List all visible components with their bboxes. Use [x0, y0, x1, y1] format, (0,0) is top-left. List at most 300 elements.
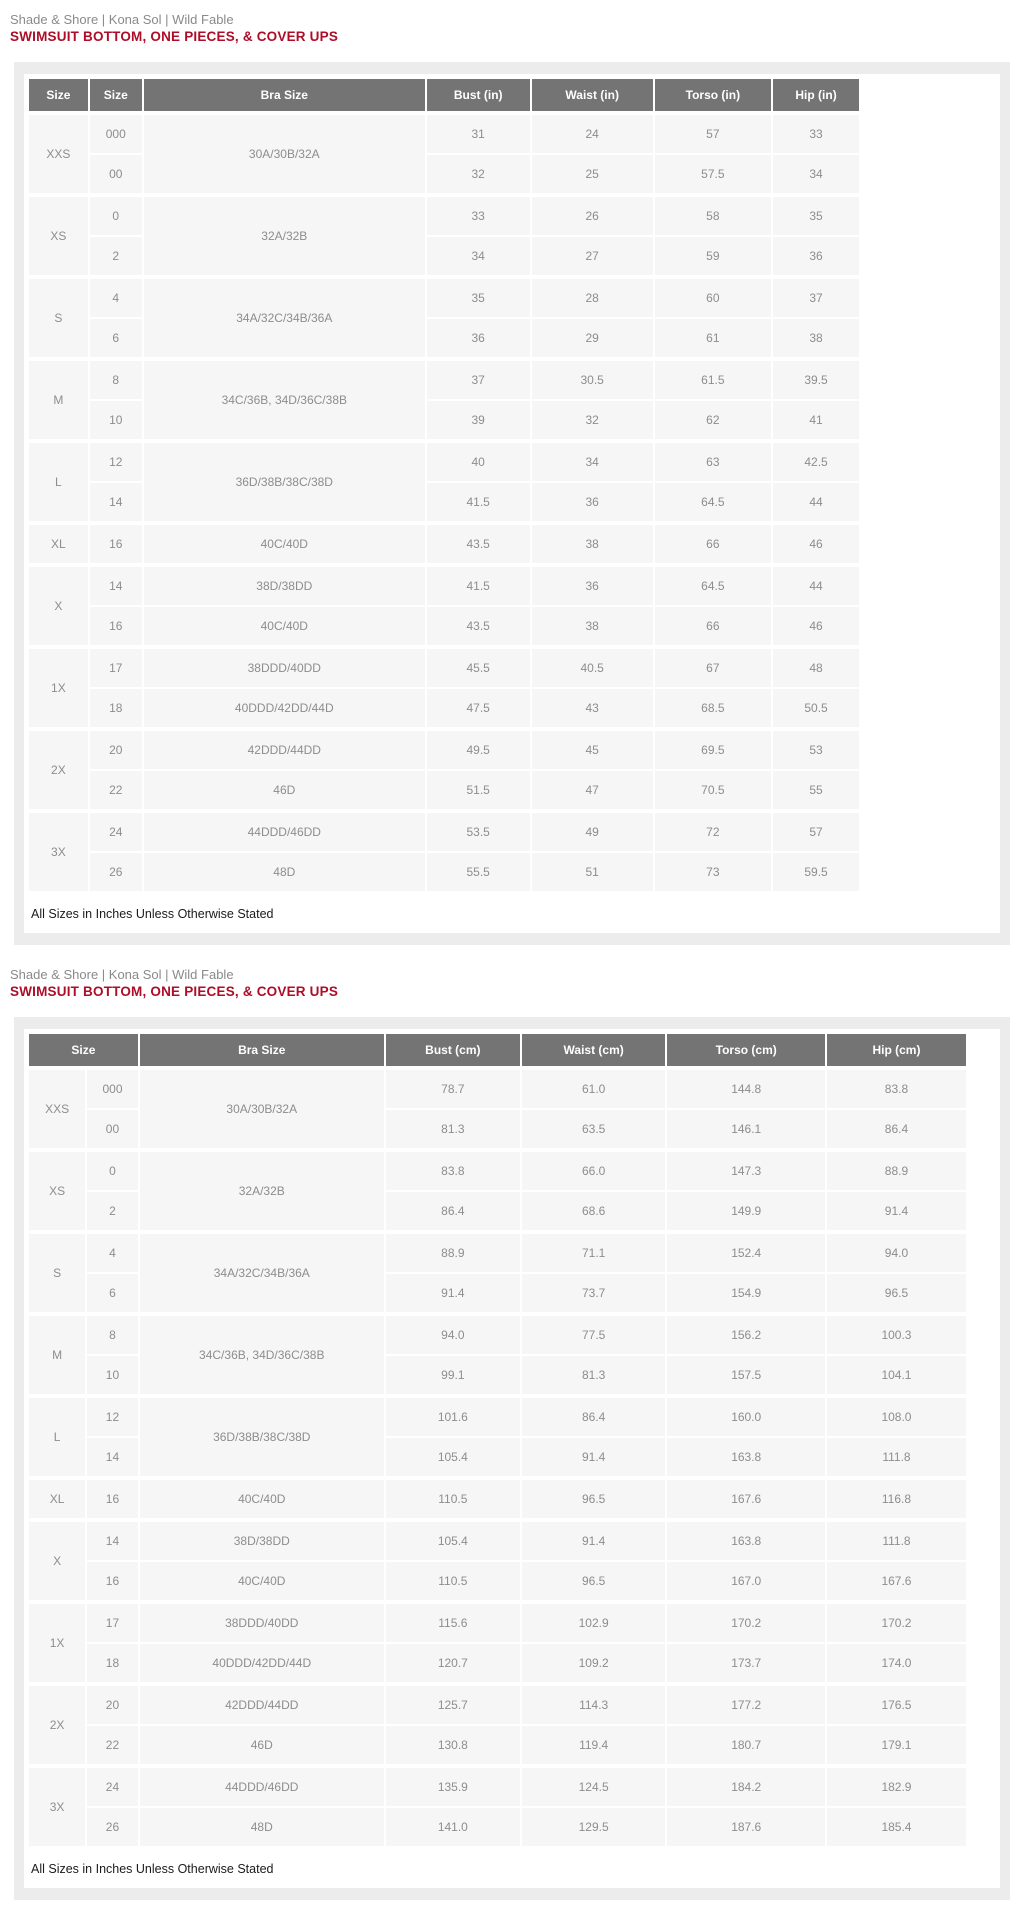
column-header: Hip (cm) [826, 1033, 967, 1068]
measurement-cell: 146.1 [666, 1109, 826, 1150]
numeric-size-cell: 2 [89, 236, 143, 277]
measurement-cell: 94.0 [385, 1314, 521, 1355]
measurement-cell: 37 [426, 359, 531, 400]
measurement-cell: 135.9 [385, 1766, 521, 1807]
measurement-cell: 44 [772, 565, 860, 606]
measurement-cell: 33 [772, 113, 860, 154]
measurement-cell: 120.7 [385, 1643, 521, 1684]
numeric-size-cell: 0 [86, 1150, 139, 1191]
measurement-cell: 73.7 [521, 1273, 667, 1314]
bra-size-cell: 46D [143, 770, 426, 811]
bra-size-cell: 40C/40D [139, 1478, 385, 1520]
footer-note: All Sizes in Inches Unless Otherwise Stated [27, 1848, 997, 1888]
numeric-size-cell: 000 [89, 113, 143, 154]
bra-size-cell: 40C/40D [143, 523, 426, 565]
table-row [28, 852, 860, 892]
measurement-cell: 115.6 [385, 1602, 521, 1643]
measurement-cell: 81.3 [521, 1355, 667, 1396]
bra-size-cell: 36D/38B/38C/38D [143, 441, 426, 523]
measurement-cell: 187.6 [666, 1807, 826, 1847]
measurement-cell: 43.5 [426, 606, 531, 647]
size-group-cell: M [28, 359, 89, 441]
measurement-cell: 88.9 [385, 1232, 521, 1273]
measurement-cell: 41 [772, 400, 860, 441]
brand-names: Shade & Shore | Kona Sol | Wild Fable [10, 12, 234, 27]
column-header: Torso (in) [654, 78, 772, 113]
size-group [28, 195, 860, 277]
measurement-cell: 34 [531, 441, 654, 482]
size-group-cell: 1X [28, 647, 89, 729]
bra-size-cell: 38DDD/40DD [143, 647, 426, 688]
size-group-cell: XS [28, 195, 89, 277]
measurement-cell: 35 [426, 277, 531, 318]
table-row [28, 1232, 967, 1273]
measurement-cell: 66 [654, 606, 772, 647]
numeric-size-cell: 8 [89, 359, 143, 400]
table-row [28, 1561, 967, 1602]
column-header: Bra Size [139, 1033, 385, 1068]
measurement-cell: 53.5 [426, 811, 531, 852]
measurement-cell: 86.4 [521, 1396, 667, 1437]
table-row [28, 729, 860, 770]
size-group-cell: M [28, 1314, 86, 1396]
table-row [28, 1150, 967, 1191]
size-chart-panel-inner [24, 1029, 1000, 1888]
measurement-cell: 130.8 [385, 1725, 521, 1766]
measurement-cell: 116.8 [826, 1478, 967, 1520]
column-header-size: Size [89, 78, 143, 113]
table-row [28, 277, 860, 318]
numeric-size-cell: 6 [89, 318, 143, 359]
measurement-cell: 55.5 [426, 852, 531, 892]
table-row [28, 1396, 967, 1437]
measurement-cell: 61 [654, 318, 772, 359]
measurement-cell: 83.8 [385, 1150, 521, 1191]
size-group-cell: XXS [28, 1068, 86, 1150]
measurement-cell: 180.7 [666, 1725, 826, 1766]
measurement-cell: 184.2 [666, 1766, 826, 1807]
size-group [28, 1684, 967, 1766]
measurement-cell: 44 [772, 482, 860, 523]
measurement-cell: 38 [772, 318, 860, 359]
numeric-size-cell: 16 [89, 606, 143, 647]
measurement-cell: 111.8 [826, 1520, 967, 1561]
numeric-size-cell: 12 [89, 441, 143, 482]
size-group-cell: 3X [28, 1766, 86, 1847]
measurement-cell: 63.5 [521, 1109, 667, 1150]
measurement-cell: 57 [772, 811, 860, 852]
measurement-cell: 111.8 [826, 1437, 967, 1478]
size-group-cell: L [28, 1396, 86, 1478]
measurement-cell: 167.0 [666, 1561, 826, 1602]
measurement-cell: 68.6 [521, 1191, 667, 1232]
measurement-cell: 163.8 [666, 1520, 826, 1561]
measurement-cell: 68.5 [654, 688, 772, 729]
measurement-cell: 24 [531, 113, 654, 154]
measurement-cell: 64.5 [654, 565, 772, 606]
size-chart-panel-inner [24, 74, 1000, 933]
measurement-cell: 51.5 [426, 770, 531, 811]
measurement-cell: 100.3 [826, 1314, 967, 1355]
brand-names: Shade & Shore | Kona Sol | Wild Fable [10, 967, 234, 982]
measurement-cell: 53 [772, 729, 860, 770]
measurement-cell: 34 [426, 236, 531, 277]
size-group [28, 1068, 967, 1150]
numeric-size-cell: 17 [89, 647, 143, 688]
size-group [28, 647, 860, 729]
measurement-cell: 48 [772, 647, 860, 688]
size-chart-table-inches [27, 77, 861, 893]
numeric-size-cell: 17 [86, 1602, 139, 1643]
measurement-cell: 43.5 [426, 523, 531, 565]
numeric-size-cell: 18 [86, 1643, 139, 1684]
measurement-cell: 77.5 [521, 1314, 667, 1355]
table-row [28, 195, 860, 236]
numeric-size-cell: 16 [89, 523, 143, 565]
measurement-cell: 88.9 [826, 1150, 967, 1191]
measurement-cell: 62 [654, 400, 772, 441]
size-group-cell: X [28, 565, 89, 647]
measurement-cell: 67 [654, 647, 772, 688]
measurement-cell: 59 [654, 236, 772, 277]
numeric-size-cell: 26 [86, 1807, 139, 1847]
measurement-cell: 91.4 [521, 1437, 667, 1478]
footer-note: All Sizes in Inches Unless Otherwise Stated [27, 893, 997, 933]
numeric-size-cell: 16 [86, 1561, 139, 1602]
size-group-cell: XXS [28, 113, 89, 195]
measurement-cell: 60 [654, 277, 772, 318]
measurement-cell: 124.5 [521, 1766, 667, 1807]
table-row [28, 770, 860, 811]
size-group [28, 277, 860, 359]
measurement-cell: 125.7 [385, 1684, 521, 1725]
bra-size-cell: 34A/32C/34B/36A [143, 277, 426, 359]
measurement-cell: 185.4 [826, 1807, 967, 1847]
measurement-cell: 109.2 [521, 1643, 667, 1684]
measurement-cell: 32 [531, 400, 654, 441]
measurement-cell: 37 [772, 277, 860, 318]
size-group-cell: L [28, 441, 89, 523]
bra-size-cell: 34C/36B, 34D/36C/38B [139, 1314, 385, 1396]
column-header-size: Size [28, 1033, 139, 1068]
numeric-size-cell: 20 [86, 1684, 139, 1725]
measurement-cell: 27 [531, 236, 654, 277]
measurement-cell: 144.8 [666, 1068, 826, 1109]
measurement-cell: 46 [772, 523, 860, 565]
size-group [28, 565, 860, 647]
size-group [28, 113, 860, 195]
measurement-cell: 149.9 [666, 1191, 826, 1232]
measurement-cell: 105.4 [385, 1437, 521, 1478]
numeric-size-cell: 24 [89, 811, 143, 852]
numeric-size-cell: 22 [89, 770, 143, 811]
measurement-cell: 29 [531, 318, 654, 359]
column-header: Bust (cm) [385, 1033, 521, 1068]
size-group-cell: XL [28, 523, 89, 565]
measurement-cell: 73 [654, 852, 772, 892]
measurement-cell: 31 [426, 113, 531, 154]
bra-size-cell: 38D/38DD [139, 1520, 385, 1561]
measurement-cell: 41.5 [426, 482, 531, 523]
measurement-cell: 160.0 [666, 1396, 826, 1437]
measurement-cell: 40 [426, 441, 531, 482]
size-group [28, 1314, 967, 1396]
numeric-size-cell: 4 [89, 277, 143, 318]
table-row [28, 113, 860, 154]
bra-size-cell: 48D [143, 852, 426, 892]
table-row [28, 1314, 967, 1355]
measurement-cell: 157.5 [666, 1355, 826, 1396]
size-group [28, 523, 860, 565]
measurement-cell: 36 [531, 565, 654, 606]
measurement-cell: 63 [654, 441, 772, 482]
measurement-cell: 47 [531, 770, 654, 811]
numeric-size-cell: 14 [89, 482, 143, 523]
measurement-cell: 78.7 [385, 1068, 521, 1109]
numeric-size-cell: 00 [86, 1109, 139, 1150]
measurement-cell: 163.8 [666, 1437, 826, 1478]
measurement-cell: 35 [772, 195, 860, 236]
measurement-cell: 38 [531, 606, 654, 647]
measurement-cell: 70.5 [654, 770, 772, 811]
bra-size-cell: 40C/40D [143, 606, 426, 647]
bra-size-cell: 40DDD/42DD/44D [139, 1643, 385, 1684]
measurement-cell: 39 [426, 400, 531, 441]
measurement-cell: 83.8 [826, 1068, 967, 1109]
bra-size-cell: 40DDD/42DD/44D [143, 688, 426, 729]
table-row [28, 1684, 967, 1725]
table-row [28, 1766, 967, 1807]
measurement-cell: 55 [772, 770, 860, 811]
measurement-cell: 47.5 [426, 688, 531, 729]
column-header: Torso (cm) [666, 1033, 826, 1068]
bra-size-cell: 42DDD/44DD [139, 1684, 385, 1725]
numeric-size-cell: 10 [86, 1355, 139, 1396]
numeric-size-cell: 4 [86, 1232, 139, 1273]
measurement-cell: 25 [531, 154, 654, 195]
measurement-cell: 81.3 [385, 1109, 521, 1150]
table-row [28, 359, 860, 400]
bra-size-cell: 34C/36B, 34D/36C/38B [143, 359, 426, 441]
bra-size-cell: 44DDD/46DD [139, 1766, 385, 1807]
header-row [28, 1033, 967, 1068]
numeric-size-cell: 26 [89, 852, 143, 892]
measurement-cell: 61.5 [654, 359, 772, 400]
bra-size-cell: 30A/30B/32A [139, 1068, 385, 1150]
size-group-cell: 1X [28, 1602, 86, 1684]
numeric-size-cell: 14 [89, 565, 143, 606]
size-chart-panel [14, 1017, 1010, 1900]
measurement-cell: 105.4 [385, 1520, 521, 1561]
measurement-cell: 141.0 [385, 1807, 521, 1847]
table-row [28, 523, 860, 565]
table-row [28, 811, 860, 852]
measurement-cell: 101.6 [385, 1396, 521, 1437]
measurement-cell: 179.1 [826, 1725, 967, 1766]
measurement-cell: 114.3 [521, 1684, 667, 1725]
table-row [28, 1643, 967, 1684]
measurement-cell: 177.2 [666, 1684, 826, 1725]
measurement-cell: 59.5 [772, 852, 860, 892]
size-group [28, 359, 860, 441]
table-row [28, 441, 860, 482]
measurement-cell: 96.5 [521, 1478, 667, 1520]
table-row [28, 1807, 967, 1847]
size-group [28, 1766, 967, 1847]
numeric-size-cell: 6 [86, 1273, 139, 1314]
numeric-size-cell: 2 [86, 1191, 139, 1232]
table-row [28, 1602, 967, 1643]
size-group [28, 1520, 967, 1602]
measurement-cell: 156.2 [666, 1314, 826, 1355]
size-group-cell: XL [28, 1478, 86, 1520]
column-header: Hip (in) [772, 78, 860, 113]
table-row [28, 1520, 967, 1561]
measurement-cell: 26 [531, 195, 654, 236]
measurement-cell: 154.9 [666, 1273, 826, 1314]
size-chart-table-cm [27, 1032, 968, 1848]
size-group [28, 1150, 967, 1232]
numeric-size-cell: 14 [86, 1520, 139, 1561]
measurement-cell: 170.2 [826, 1602, 967, 1643]
numeric-size-cell: 8 [86, 1314, 139, 1355]
table-row [28, 1478, 967, 1520]
measurement-cell: 57 [654, 113, 772, 154]
measurement-cell: 50.5 [772, 688, 860, 729]
measurement-cell: 38 [531, 523, 654, 565]
table-row [28, 688, 860, 729]
size-group [28, 1478, 967, 1520]
measurement-cell: 36 [531, 482, 654, 523]
table-row [28, 647, 860, 688]
measurement-cell: 147.3 [666, 1150, 826, 1191]
table-row [28, 565, 860, 606]
measurement-cell: 119.4 [521, 1725, 667, 1766]
size-group [28, 441, 860, 523]
measurement-cell: 51 [531, 852, 654, 892]
numeric-size-cell: 0 [89, 195, 143, 236]
measurement-cell: 170.2 [666, 1602, 826, 1643]
size-chart-section-inches [8, 12, 1016, 945]
measurement-cell: 129.5 [521, 1807, 667, 1847]
measurement-cell: 39.5 [772, 359, 860, 400]
measurement-cell: 46 [772, 606, 860, 647]
measurement-cell: 71.1 [521, 1232, 667, 1273]
numeric-size-cell: 000 [86, 1068, 139, 1109]
measurement-cell: 40.5 [531, 647, 654, 688]
measurement-cell: 102.9 [521, 1602, 667, 1643]
column-header: Waist (in) [531, 78, 654, 113]
bra-size-cell: 38DDD/40DD [139, 1602, 385, 1643]
bra-size-cell: 32A/32B [139, 1150, 385, 1232]
measurement-cell: 96.5 [826, 1273, 967, 1314]
size-chart-section-cm [8, 967, 1016, 1900]
measurement-cell: 49.5 [426, 729, 531, 770]
size-chart-panel [14, 62, 1010, 945]
measurement-cell: 86.4 [826, 1109, 967, 1150]
bra-size-cell: 30A/30B/32A [143, 113, 426, 195]
measurement-cell: 66 [654, 523, 772, 565]
bra-size-cell: 38D/38DD [143, 565, 426, 606]
measurement-cell: 182.9 [826, 1766, 967, 1807]
bra-size-cell: 40C/40D [139, 1561, 385, 1602]
size-group-cell: X [28, 1520, 86, 1602]
measurement-cell: 96.5 [521, 1561, 667, 1602]
measurement-cell: 34 [772, 154, 860, 195]
numeric-size-cell: 18 [89, 688, 143, 729]
bra-size-cell: 34A/32C/34B/36A [139, 1232, 385, 1314]
measurement-cell: 42.5 [772, 441, 860, 482]
measurement-cell: 72 [654, 811, 772, 852]
measurement-cell: 99.1 [385, 1355, 521, 1396]
numeric-size-cell: 22 [86, 1725, 139, 1766]
numeric-size-cell: 10 [89, 400, 143, 441]
bra-size-cell: 36D/38B/38C/38D [139, 1396, 385, 1478]
numeric-size-cell: 14 [86, 1437, 139, 1478]
measurement-cell: 86.4 [385, 1191, 521, 1232]
bra-size-cell: 32A/32B [143, 195, 426, 277]
measurement-cell: 91.4 [826, 1191, 967, 1232]
bra-size-cell: 46D [139, 1725, 385, 1766]
measurement-cell: 45.5 [426, 647, 531, 688]
size-group-cell: 2X [28, 1684, 86, 1766]
measurement-cell: 58 [654, 195, 772, 236]
measurement-cell: 104.1 [826, 1355, 967, 1396]
size-group [28, 1396, 967, 1478]
measurement-cell: 108.0 [826, 1396, 967, 1437]
measurement-cell: 28 [531, 277, 654, 318]
measurement-cell: 167.6 [666, 1478, 826, 1520]
column-header: Waist (cm) [521, 1033, 667, 1068]
column-header: Bra Size [143, 78, 426, 113]
size-group-cell: 3X [28, 811, 89, 892]
size-group [28, 1602, 967, 1684]
size-group-cell: XS [28, 1150, 86, 1232]
numeric-size-cell: 00 [89, 154, 143, 195]
measurement-cell: 152.4 [666, 1232, 826, 1273]
measurement-cell: 33 [426, 195, 531, 236]
measurement-cell: 41.5 [426, 565, 531, 606]
measurement-cell: 91.4 [385, 1273, 521, 1314]
measurement-cell: 66.0 [521, 1150, 667, 1191]
size-group-cell: S [28, 1232, 86, 1314]
measurement-cell: 110.5 [385, 1478, 521, 1520]
measurement-cell: 69.5 [654, 729, 772, 770]
column-header: Bust (in) [426, 78, 531, 113]
page-title: SWIMSUIT BOTTOM, ONE PIECES, & COVER UPS [10, 29, 339, 44]
size-group [28, 1232, 967, 1314]
measurement-cell: 91.4 [521, 1520, 667, 1561]
size-group [28, 811, 860, 892]
measurement-cell: 36 [426, 318, 531, 359]
measurement-cell: 173.7 [666, 1643, 826, 1684]
table-row [28, 1068, 967, 1109]
header-row [28, 78, 860, 113]
column-header-size: Size [28, 78, 89, 113]
bra-size-cell: 44DDD/46DD [143, 811, 426, 852]
size-group-cell: S [28, 277, 89, 359]
measurement-cell: 45 [531, 729, 654, 770]
numeric-size-cell: 24 [86, 1766, 139, 1807]
bra-size-cell: 48D [139, 1807, 385, 1847]
measurement-cell: 94.0 [826, 1232, 967, 1273]
numeric-size-cell: 12 [86, 1396, 139, 1437]
measurement-cell: 49 [531, 811, 654, 852]
table-row [28, 606, 860, 647]
measurement-cell: 61.0 [521, 1068, 667, 1109]
measurement-cell: 32 [426, 154, 531, 195]
measurement-cell: 167.6 [826, 1561, 967, 1602]
